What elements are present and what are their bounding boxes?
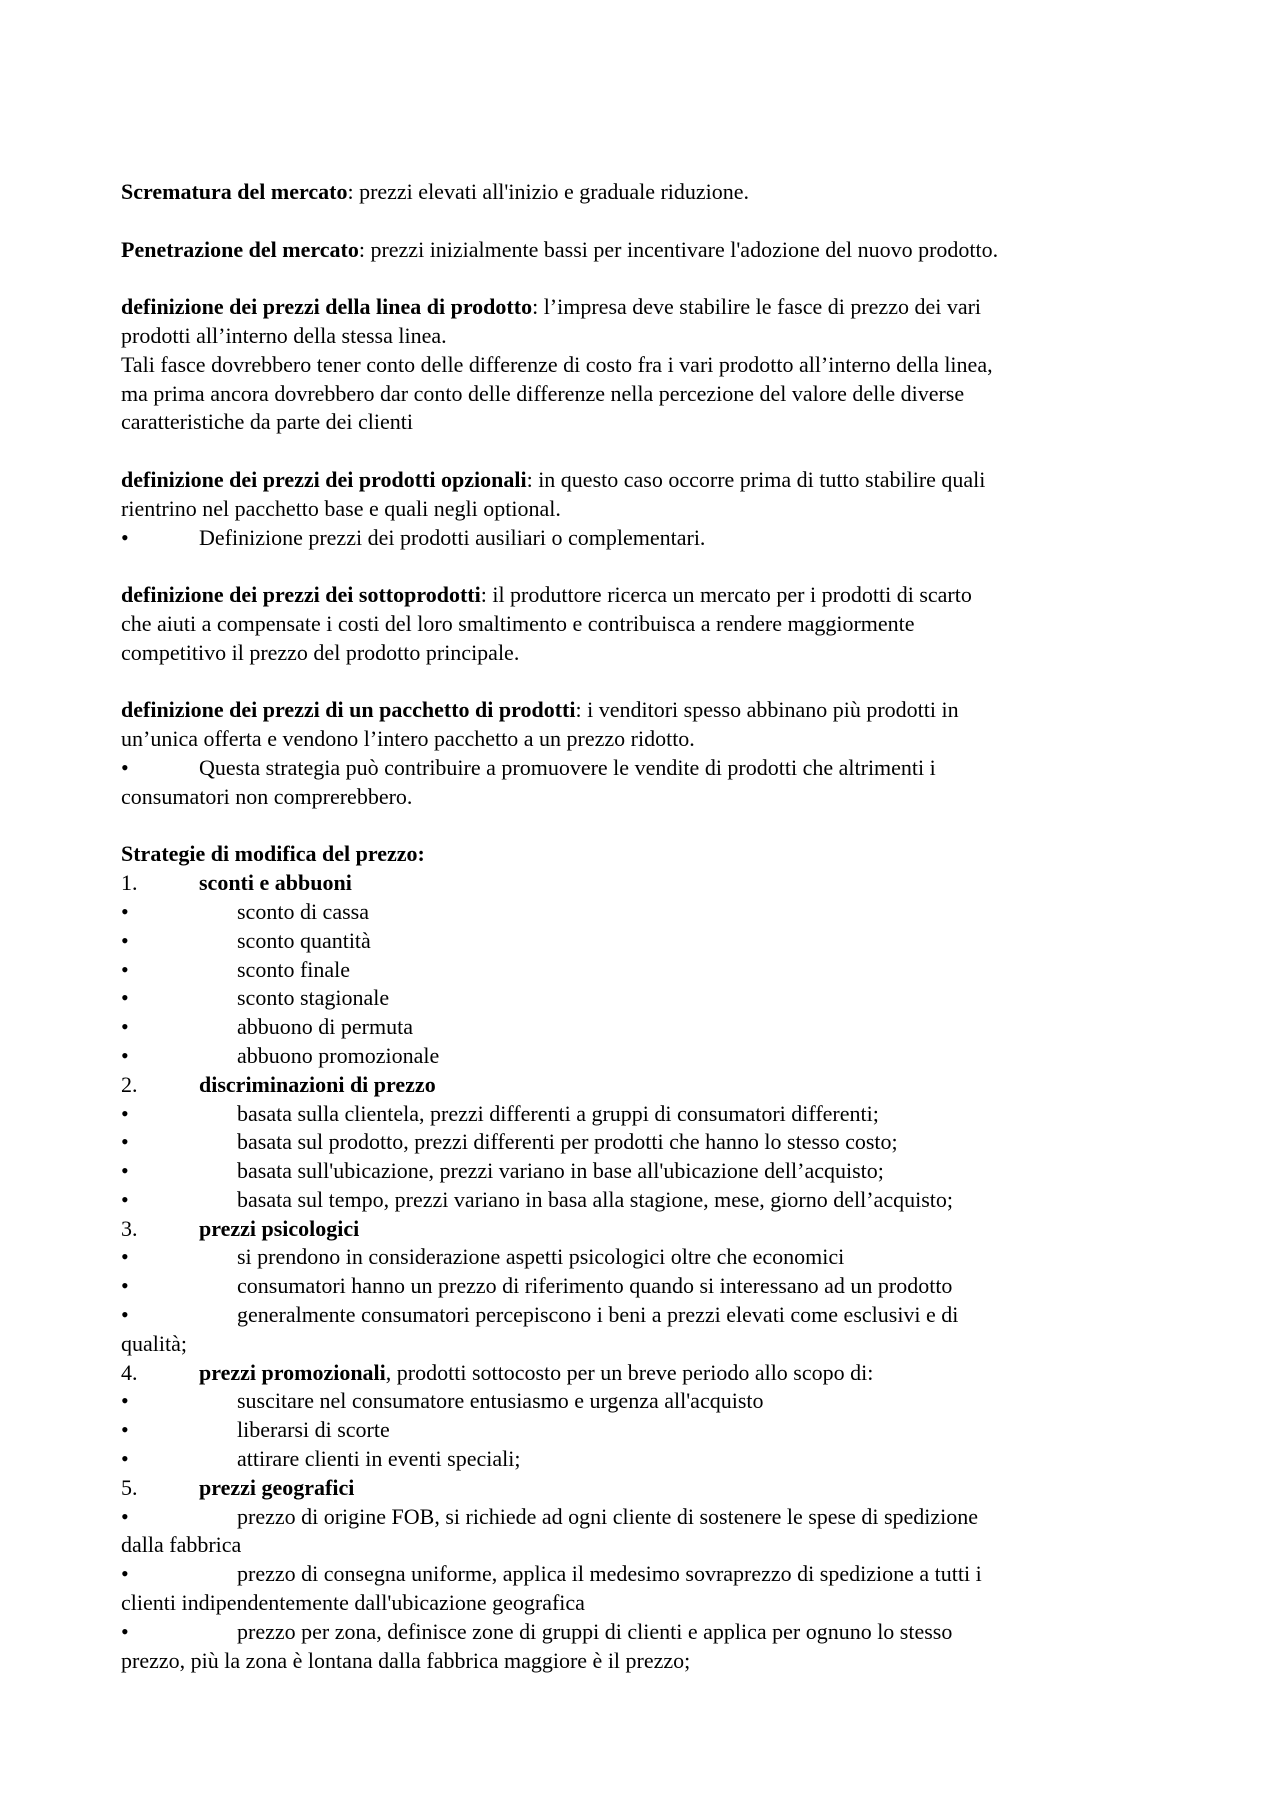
bullet-icon: • (121, 1273, 129, 1299)
term-linea-prodotto: definizione dei prezzi della linea di prodotto (121, 294, 533, 320)
bullet-icon: • (121, 1244, 129, 1270)
term-penetrazione: Penetrazione del mercato (121, 236, 359, 262)
list-item: • si prendono in considerazione aspetti psicologici oltre che economici (121, 1243, 1181, 1272)
paragraph-penetrazione: Penetrazione del mercato: prezzi inizialmente bassi per incentivare l'adozione del nuovo prodotto. (121, 236, 999, 262)
list-item: • basata sull'ubicazione, prezzi variano in base all'ubicazione dell’acquisto; (121, 1157, 1181, 1186)
bullet-icon: • (121, 754, 129, 780)
list-item: • sconto quantità (121, 927, 1181, 956)
list-item: • Definizione prezzi dei prodotti ausiliari o complementari. (121, 524, 1181, 553)
paragraph-pacchetto: definizione dei prezzi di un pacchetto di prodotti: i venditori spesso abbinano più prodotti in un’unica offerta e vendono l’intero pacchetto a un prezzo ridotto. • Questa strategia può contribuire a promuovere le vendite di prodotti che altrimenti i consumatori non comprerebbero. (121, 696, 1181, 811)
numbered-item: 1. sconti e abbuoni (121, 870, 352, 896)
bullet-icon: • (121, 985, 129, 1011)
bullet-icon: • (121, 1302, 129, 1328)
list-item: • abbuono di permuta (121, 1013, 1181, 1042)
bullet-icon: • (121, 1042, 129, 1068)
bullet-icon: • (121, 1503, 129, 1529)
list-item: • prezzo di origine FOB, si richiede ad ogni cliente di sostenere le spese di spedizione (121, 1503, 1181, 1532)
term-prodotti-opzionali: definizione dei prezzi dei prodotti opzionali (121, 466, 527, 492)
bullet-icon: • (121, 898, 129, 924)
numbered-item: 2. discriminazioni di prezzo (121, 1071, 436, 1097)
paragraph-sottoprodotti: definizione dei prezzi dei sottoprodotti: il produttore ricerca un mercato per i prodotti di scarto che aiuti a compensate i costi del loro smaltimento e contribuisca a rendere maggiormente competitivo il prezzo del prodotto principale. (121, 582, 972, 665)
numbered-item: 4. prezzi promozionali, prodotti sottocosto per un breve periodo allo scopo di: (121, 1359, 874, 1385)
list-item: • abbuono promozionale (121, 1042, 1181, 1071)
list-item: • generalmente consumatori percepiscono i beni a prezzi elevati come esclusivi e di (121, 1301, 1181, 1330)
list-item: • sconto stagionale (121, 984, 1181, 1013)
list-item: • sconto finale (121, 956, 1181, 985)
term-sottoprodotti: definizione dei prezzi dei sottoprodotti (121, 582, 481, 608)
paragraph-linea-prodotto: definizione dei prezzi della linea di prodotto: l’impresa deve stabilire le fasce di prezzo dei vari prodotti all’interno della stessa linea. Tali fasce dovrebbero tener conto delle differenze di costo fra i vari prodotto all’interno della linea, ma prima ancora dovrebbero dar conto delle differenze nella percezione del valore delle diverse caratteristiche da parte dei clienti (121, 294, 993, 435)
bullet-icon: • (121, 1618, 129, 1644)
list-item: • prezzo per zona, definisce zone di gruppi di clienti e applica per ognuno lo stesso (121, 1618, 1181, 1647)
paragraph-scrematura: Scrematura del mercato: prezzi elevati all'inizio e graduale riduzione. (121, 179, 750, 204)
bullet-icon: • (121, 1417, 129, 1443)
list-item: • basata sul prodotto, prezzi differenti per prodotti che hanno lo stesso costo; (121, 1128, 1181, 1157)
section-heading: Strategie di modifica del prezzo: (121, 841, 425, 867)
bullet-icon: • (121, 1388, 129, 1414)
list-item: • basata sul tempo, prezzi variano in basa alla stagione, mese, giorno dell’acquisto; (121, 1186, 1181, 1215)
bullet-icon: • (121, 1186, 129, 1212)
term-pacchetto: definizione dei prezzi di un pacchetto di prodotti (121, 697, 576, 723)
list-item: • prezzo di consegna uniforme, applica il medesimo sovraprezzo di spedizione a tutti i (121, 1560, 1181, 1589)
bullet-icon: • (121, 1158, 129, 1184)
bullet-icon: • (121, 1129, 129, 1155)
bullet-icon: • (121, 956, 129, 982)
document-page (121, 178, 1181, 1675)
bullet-icon: • (121, 1100, 129, 1126)
list-item: • basata sulla clientela, prezzi differenti a gruppi di consumatori differenti; (121, 1100, 1181, 1129)
numbered-item: 5. prezzi geografici (121, 1474, 355, 1500)
paragraph-prodotti-opzionali: definizione dei prezzi dei prodotti opzionali: in questo caso occorre prima di tutto stabilire quali rientrino nel pacchetto base e quali negli optional. • Definizione prezzi dei prodotti ausiliari o complementari. (121, 466, 1181, 552)
bullet-icon: • (121, 524, 129, 550)
bullet-icon: • (121, 1446, 129, 1472)
bullet-icon: • (121, 1014, 129, 1040)
section-strategie: Strategie di modifica del prezzo: 1. sconti e abbuoni • sconto di cassa • sconto quantità • sconto finale • sconto stagionale • abbuono di permuta • abbuono promozionale 2. discriminazioni di prezzo • basata sulla clientela, prezzi differenti a gruppi di consumatori differenti; • basata sul prodotto, prezzi differenti per prodotti che hanno lo stesso costo; • basata sull'ubicazione, prezzi variano in base all'ubicazione dell’acquisto; • basata sul tempo, prezzi variano in basa alla stagione, mese, giorno dell’acquisto; 3. prezzi psicologici • si prendono in considerazione aspetti psicologici oltre che economici • consumatori hanno un prezzo di riferimento quando si interessano ad un prodotto • generalmente consumatori percepiscono i beni a prezzi elevati come esclusivi e di qualità; 4. prezzi promozionali, prodotti sottocosto per un breve periodo allo scopo di: • suscitare nel consumatore entusiasmo e urgenza all'acquisto • liberarsi di scorte • attirare clienti in eventi speciali; 5. prezzi geografici • prezzo di origine FOB, si richiede ad ogni cliente di sostenere le spese di spedizione dalla fabbrica • prezzo di consegna uniforme, applica il medesimo sovraprezzo di spedizione a tutti i clienti indipendentemente dall'ubicazione geografica • prezzo per zona, definisce zone di gruppi di clienti e applica per ognuno lo stesso prezzo, più la zona è lontana dalla fabbrica maggiore è il prezzo; (121, 840, 1181, 1675)
numbered-item: 3. prezzi psicologici (121, 1215, 360, 1241)
term-scrematura: Scrematura del mercato (121, 179, 348, 204)
bullet-icon: • (121, 1561, 129, 1587)
list-item: • suscitare nel consumatore entusiasmo e urgenza all'acquisto (121, 1387, 1181, 1416)
list-item: • Questa strategia può contribuire a promuovere le vendite di prodotti che altrimenti i (121, 754, 1181, 783)
list-item: • consumatori hanno un prezzo di riferimento quando si interessano ad un prodotto (121, 1272, 1181, 1301)
list-item: • liberarsi di scorte (121, 1416, 1181, 1445)
list-item: • sconto di cassa (121, 898, 1181, 927)
bullet-icon: • (121, 927, 129, 953)
list-item: • attirare clienti in eventi speciali; (121, 1445, 1181, 1474)
